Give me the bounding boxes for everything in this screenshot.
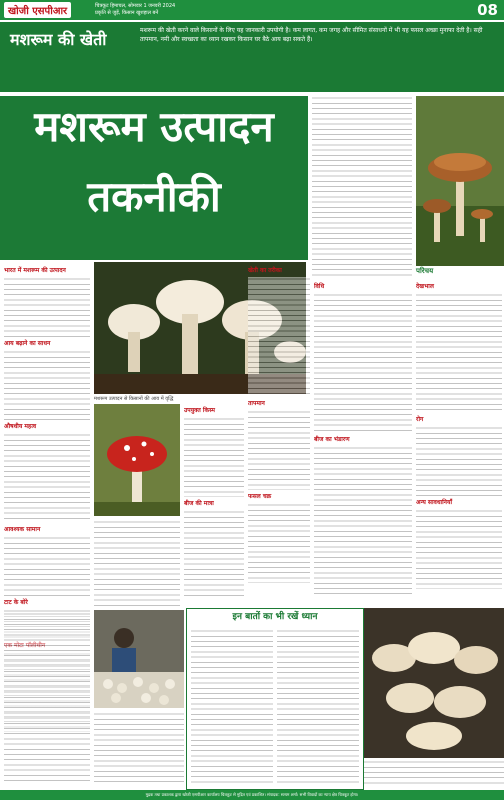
headline-block: [0, 96, 308, 260]
tips-column-1: [191, 629, 273, 785]
subheading: एक मोटा पॉलीथीन: [4, 642, 46, 649]
imprint-footer: मुद्रक तथा प्रकाशक द्वारा खोजी एसपीआर कार्यालय चित्रकूट से मुद्रित एवं प्रकाशित। संपादक: सत्यम शर्मा। सभी विवादों का न्याय क्षेत्र चित्रकूट होगा।: [0, 790, 504, 800]
tips-column-2: [277, 629, 359, 785]
dateline: [95, 3, 325, 17]
body-text: [364, 760, 504, 786]
subheading: रोग: [416, 416, 424, 423]
body-text: [184, 510, 244, 600]
article-column-mid2: [248, 264, 310, 604]
lead-banner: [0, 22, 504, 92]
mushroom-photo-inset: [94, 404, 180, 524]
body-text: [248, 410, 310, 490]
masthead-name: खोजी एसपीआर: [4, 2, 71, 18]
article-column-r3: [416, 280, 502, 606]
body-text: [248, 503, 310, 583]
subheading: औषधीय महत्व: [4, 423, 37, 430]
body-text: [191, 629, 273, 785]
tagline-text: प्रकृति से जुड़ें, किसान खुशहाल बनें: [95, 10, 159, 16]
right-heading: परिचय: [416, 267, 434, 275]
harvest-image: [364, 608, 504, 758]
body-text: [4, 433, 90, 523]
article-column-r1: [312, 96, 412, 276]
headline-line-2: तकनीकी: [87, 172, 221, 221]
article-column-bottom-left: [4, 612, 90, 782]
tips-box: [186, 608, 364, 790]
body-text: [248, 277, 310, 397]
body-text: [312, 96, 412, 276]
body-text: [94, 712, 184, 784]
subheading: तापमान: [248, 400, 265, 407]
center-caption: मशरूम उत्पादन से किसानों की आय में वृद्धि: [94, 396, 174, 402]
body-text: [184, 417, 244, 497]
subheading: देखभाल: [416, 283, 434, 290]
date-text: चित्रकूट हिमाचल, सोमवार 1 जनवरी 2024: [95, 3, 176, 9]
headline-line-1: मशरूम उत्पादन: [34, 102, 274, 151]
body-text: [4, 612, 90, 782]
body-text: [94, 520, 180, 606]
body-text: [314, 293, 412, 433]
article-column-mid1: [184, 404, 244, 604]
article-column-mid3: [94, 520, 180, 606]
subheading: फसल चक्र: [248, 493, 272, 500]
subheading: बीज का भंडारण: [314, 436, 350, 443]
mushroom-photo-right: [416, 96, 504, 266]
market-image: [94, 610, 184, 708]
article-column-bottom-mid: [94, 712, 184, 784]
red-mushroom-image: [94, 404, 180, 516]
harvest-photo: [364, 608, 504, 758]
subheading: भारत में मशरूम की उत्पादन: [4, 267, 66, 274]
article-column-r2: [314, 280, 412, 606]
body-text: [4, 277, 90, 337]
banner-kicker: मशरूम की खेती: [10, 30, 107, 49]
body-text: [314, 446, 412, 596]
body-text: [277, 629, 359, 785]
body-text: [4, 350, 90, 420]
body-text: [4, 536, 90, 596]
subheading: बीज की मात्रा: [184, 500, 214, 507]
page-number: 08: [477, 1, 498, 19]
subheading: उपयुक्त किस्म: [184, 407, 215, 414]
subheading: आवश्यक सामान: [4, 526, 41, 533]
body-text: [416, 509, 502, 589]
subheading: खेती का तरीका: [248, 267, 282, 274]
body-text: [416, 426, 502, 496]
mushroom-image: [416, 96, 504, 266]
article-column-bottom-right: [364, 760, 504, 786]
masthead-bar: [0, 0, 504, 20]
subheading: आय बढ़ाने का साधन: [4, 340, 51, 347]
tips-box-title: इन बातों का भी रखें ध्यान: [187, 609, 363, 625]
subheading: विधि: [314, 283, 325, 290]
subheading: अन्य सावधानियाँ: [416, 499, 453, 506]
body-text: [416, 293, 502, 413]
banner-intro: मशरूम की खेती करने वाले किसानों के लिए यह जानकारी उपयोगी है। कम लागत, कम जगह और सीमित संसाधनों में भी यह फसल अच्छा मुनाफा देती है। सही तापमान, नमी और स्वच्छता का ध्यान रखकर किसान घर बैठे आय बढ़ा सकते हैं।: [140, 27, 483, 43]
subheading: टाट के बोरे: [4, 599, 28, 606]
market-photo: [94, 610, 184, 708]
